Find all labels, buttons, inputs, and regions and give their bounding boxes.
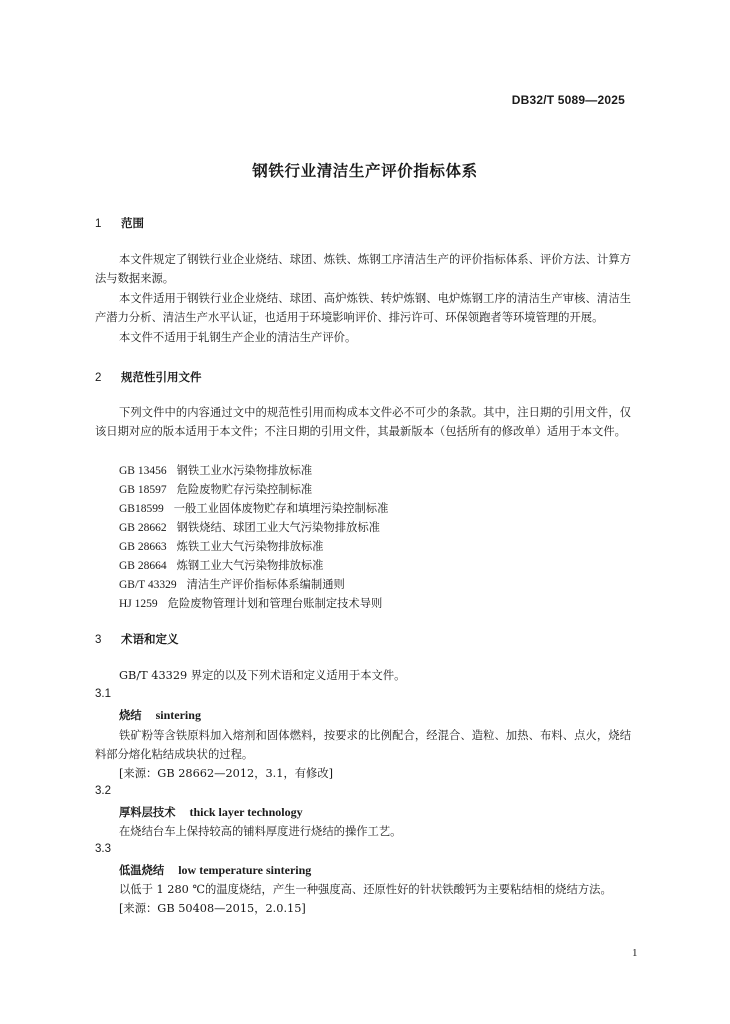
reference-code: GB 28662 (119, 522, 167, 534)
term-cn: 烧结 (119, 709, 142, 722)
clause-number: 3.1 (95, 688, 111, 700)
document-title: 钢铁行业清洁生产评价指标体系 (252, 162, 478, 180)
reference-code: GB 18597 (119, 484, 167, 496)
paragraph: GB/T 43329 界定的以及下列术语和定义适用于本文件。 (119, 669, 406, 682)
reference-item (119, 519, 380, 535)
reference-item (119, 462, 312, 478)
term-en: thick layer technology (189, 805, 303, 819)
paragraph: 本文件规定了钢铁行业企业烧结、球团、炼铁、炼钢工序清洁生产的评价指标体系、评价方法、计算方法与数据来源。 (95, 253, 631, 285)
term-definition: 铁矿粉等含铁原料加入熔剂和固体燃料，按要求的比例配合，经混合、造粒、加热、布料、点火，烧结料部分熔化粘结成块状的过程。 (95, 729, 631, 761)
section-number: 2 (95, 372, 102, 384)
reference-code: GB/T 43329 (119, 579, 177, 591)
standard-number: DB32/T 5089—2025 (511, 93, 625, 107)
reference-code: GB 28663 (119, 541, 167, 553)
reference-code: HJ 1259 (119, 598, 158, 610)
term-heading (119, 707, 201, 723)
term-source: [来源：GB 28662—2012，3.1，有修改] (119, 767, 334, 780)
term-en: low temperature sintering (178, 863, 312, 877)
reference-item (119, 595, 382, 611)
section-2-heading (95, 369, 202, 385)
clause-number: 3.2 (95, 785, 111, 797)
reference-item (119, 538, 323, 554)
paragraph: 本文件不适用于轧钢生产企业的清洁生产评价。 (119, 331, 357, 344)
reference-code: GB18599 (119, 503, 164, 515)
term-heading (119, 862, 311, 878)
term-source: [来源：GB 50408—2015，2.0.15] (119, 902, 306, 915)
reference-item (119, 481, 312, 497)
reference-title: 一般工业固体废物贮存和填埋污染控制标准 (173, 502, 389, 515)
section-title: 规范性引用文件 (121, 370, 202, 384)
reference-code: GB 13456 (119, 465, 167, 477)
section-title: 范围 (121, 216, 144, 230)
reference-title: 炼铁工业大气污染物排放标准 (176, 540, 324, 553)
clause-number: 3.3 (95, 843, 111, 855)
paragraph: 本文件适用于钢铁行业企业烧结、球团、高炉炼铁、转炉炼钢、电炉炼钢工序的清洁生产审核、清洁生产潜力分析、清洁生产水平认证，也适用于环境影响评价、排污许可、环保领跑者等环境管理的开展。 (95, 292, 631, 324)
reference-code: GB 28664 (119, 560, 167, 572)
paragraph: 下列文件中的内容通过文中的规范性引用而构成本文件必不可少的条款。其中，注日期的引用文件，仅该日期对应的版本适用于本文件；不注日期的引用文件，其最新版本（包括所有的修改单）适用于本文件。 (95, 406, 631, 438)
page-number: 1 (632, 947, 638, 959)
section-3-heading (95, 631, 179, 647)
reference-title: 钢铁工业水污染物排放标准 (176, 464, 313, 477)
term-cn: 低温烧结 (119, 864, 165, 877)
term-definition: 以低于 1 280 ℃的温度烧结，产生一种强度高、还原性好的针状铁酸钙为主要粘结相的烧结方法。 (119, 883, 612, 896)
reference-title: 危险废物贮存污染控制标准 (176, 483, 313, 496)
section-number: 3 (95, 634, 102, 646)
reference-title: 炼钢工业大气污染物排放标准 (176, 559, 324, 572)
term-cn: 厚料层技术 (119, 806, 176, 819)
reference-title: 钢铁烧结、球团工业大气污染物排放标准 (176, 521, 380, 534)
reference-item (119, 500, 388, 516)
term-en: sintering (155, 708, 201, 722)
reference-title: 危险废物管理计划和管理台账制定技术导则 (167, 597, 383, 610)
reference-item (119, 557, 323, 573)
reference-item (119, 576, 345, 592)
term-heading (119, 804, 303, 820)
reference-title: 清洁生产评价指标体系编制通则 (186, 578, 345, 591)
section-number: 1 (95, 218, 102, 230)
section-title: 术语和定义 (121, 632, 179, 646)
term-definition: 在烧结台车上保持较高的铺料厚度进行烧结的操作工艺。 (119, 825, 402, 838)
section-1-heading (95, 215, 144, 231)
